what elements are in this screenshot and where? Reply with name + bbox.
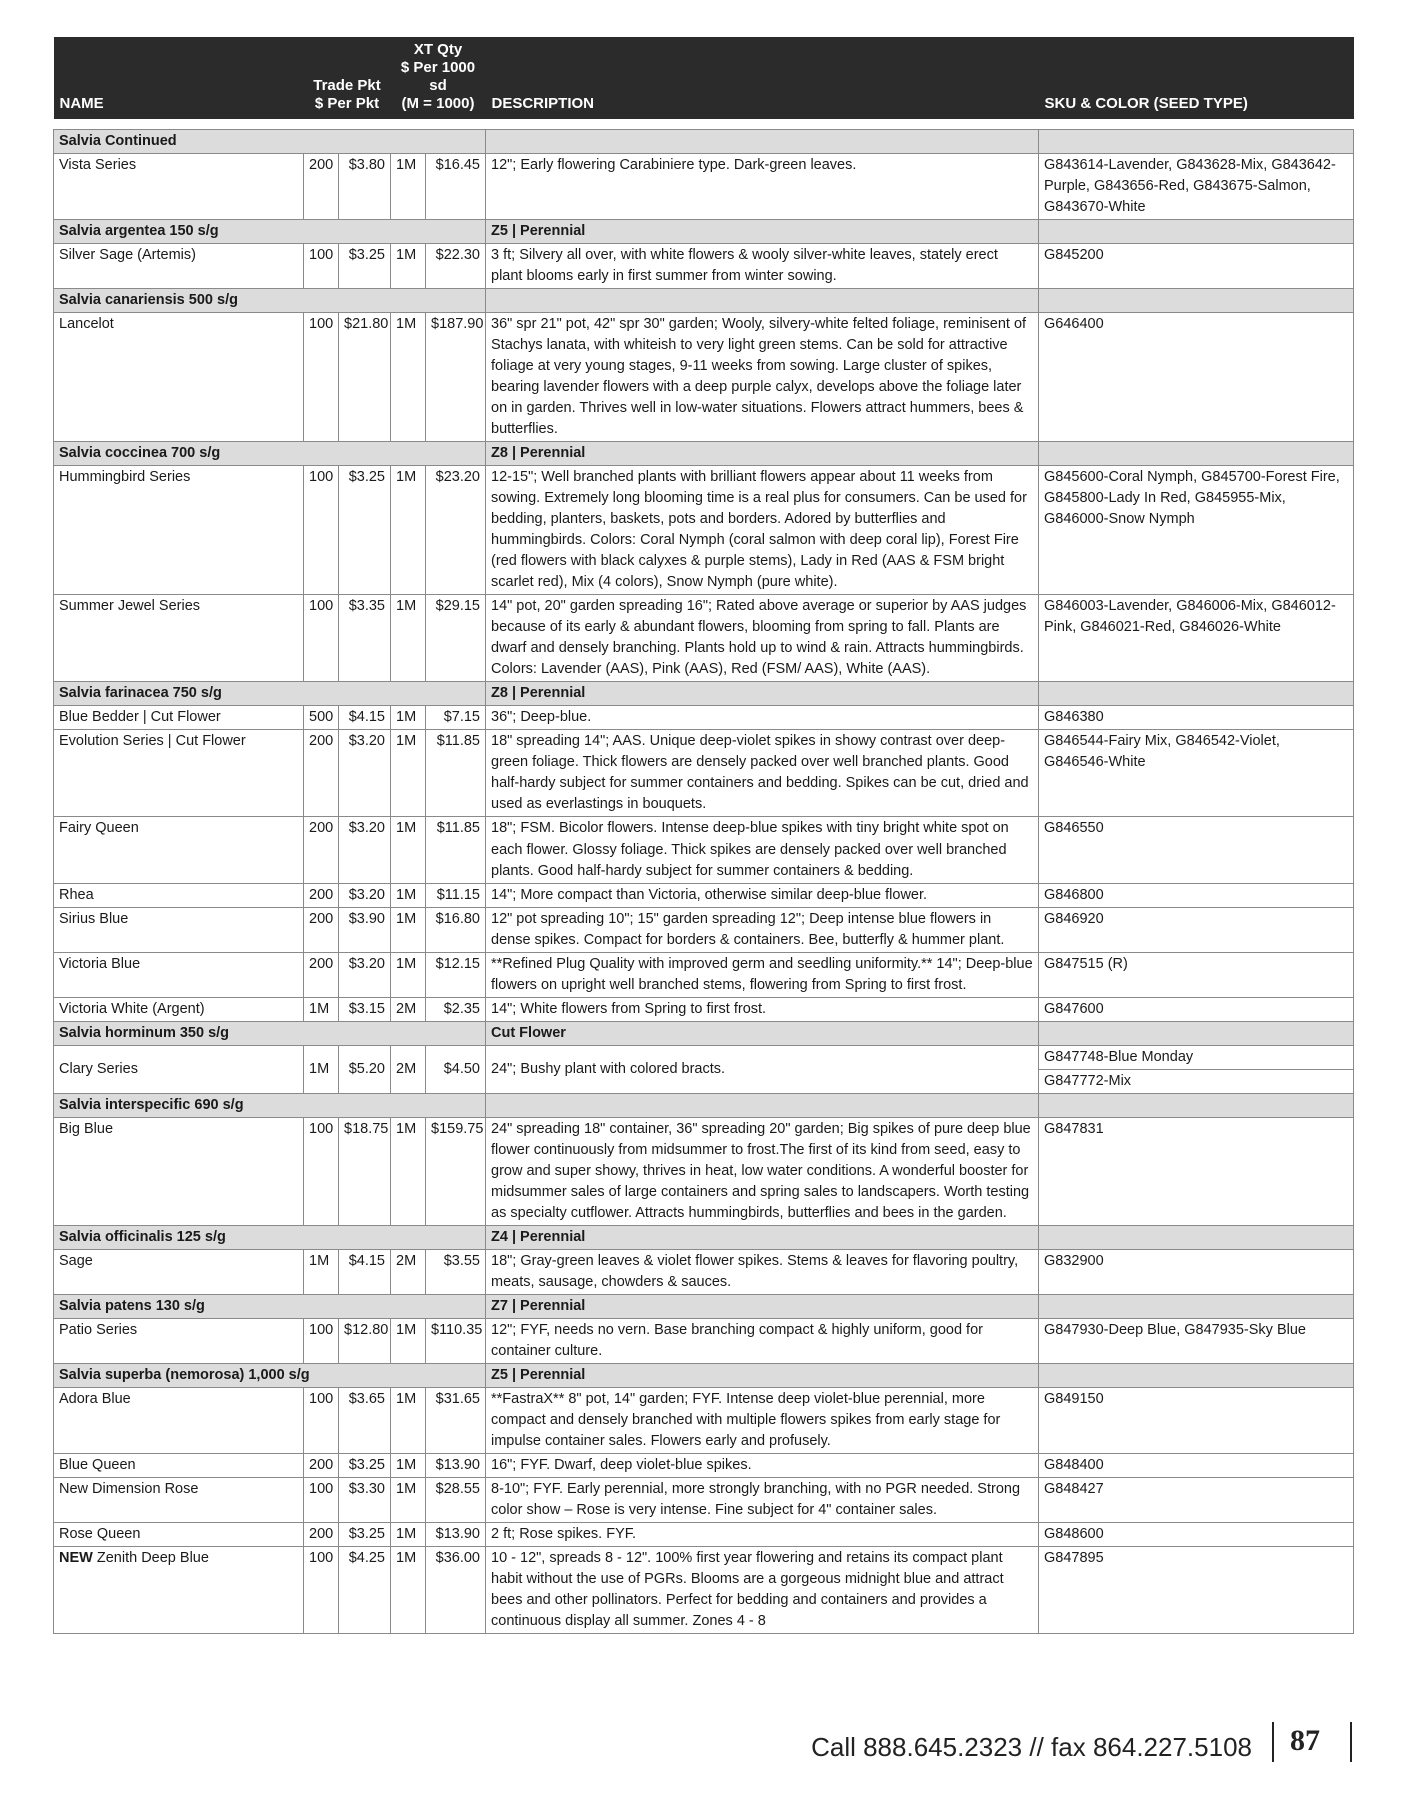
variety-name: [54, 817, 304, 883]
trade-pkt-price: $21.80: [339, 313, 391, 442]
variety-row: [54, 1045, 1354, 1069]
trade-pkt-qty: 200: [304, 1522, 339, 1546]
trade-pkt-qty: 200: [304, 730, 339, 817]
contact-info: Call 888.645.2323 // fax 864.227.5108: [811, 1732, 1252, 1762]
variety-description: 3 ft; Silvery all over, with white flowers & wooly silver-white leaves, stately erect plant blooms early in first summer from winter sowing.: [486, 244, 1039, 289]
species-zone: [486, 1093, 1039, 1117]
variety-name: [54, 1453, 304, 1477]
species-zone: Z8 | Perennial: [486, 682, 1039, 706]
trade-pkt-price: $12.80: [339, 1318, 391, 1363]
species-group-row: [54, 1021, 1354, 1045]
variety-name-text: Zenith Deep Blue: [96, 1549, 209, 1566]
xt-price: $3.55: [426, 1249, 486, 1294]
variety-row: [54, 1387, 1354, 1453]
xt-qty: 1M: [391, 952, 426, 997]
xt-price: $16.80: [426, 907, 486, 952]
trade-pkt-qty: 200: [304, 952, 339, 997]
page-number: 87: [1290, 1724, 1320, 1757]
species-zone: [486, 289, 1039, 313]
xt-price: $23.20: [426, 466, 486, 595]
variety-name: [54, 907, 304, 952]
variety-name-text: Blue Queen: [59, 1456, 136, 1473]
sku-color: G846003-Lavender, G846006-Mix, G846012-Pink, G846021-Red, G846026-White: [1039, 595, 1354, 682]
variety-description: 12" pot spreading 10"; 15" garden spreading 12"; Deep intense blue flowers in dense spikes. Compact for borders & containers. Bee, butterfly & hummer plant.: [486, 907, 1039, 952]
xt-price: $11.15: [426, 883, 486, 907]
trade-pkt-qty: 1M: [304, 997, 339, 1021]
species-sku-blank: [1039, 1363, 1354, 1387]
col-header-sku: SKU & COLOR (SEED TYPE): [1039, 37, 1354, 119]
xt-price: $11.85: [426, 817, 486, 883]
variety-row: [54, 1522, 1354, 1546]
variety-name-text: Hummingbird Series: [59, 469, 191, 486]
table-body: [54, 130, 1354, 1634]
header-row: [54, 37, 1354, 119]
species-group-row: [54, 1294, 1354, 1318]
variety-name-text: Summer Jewel Series: [59, 598, 201, 615]
xt-price: $28.55: [426, 1477, 486, 1522]
xt-qty: 1M: [391, 313, 426, 442]
species-zone: [486, 130, 1039, 154]
sku-color: G845200: [1039, 244, 1354, 289]
trade-pkt-price: $3.25: [339, 244, 391, 289]
variety-description: 14"; White flowers from Spring to first frost.: [486, 997, 1039, 1021]
trade-pkt-qty: 200: [304, 883, 339, 907]
variety-name-text: Adora Blue: [59, 1390, 131, 1407]
species-sku-blank: [1039, 289, 1354, 313]
variety-name: [54, 1477, 304, 1522]
species-group-row: [54, 1093, 1354, 1117]
xt-price: $11.85: [426, 730, 486, 817]
xt-qty: 1M: [391, 244, 426, 289]
trade-pkt-price: $5.20: [339, 1045, 391, 1093]
trade-pkt-qty: 500: [304, 706, 339, 730]
sku-color: G847831: [1039, 1117, 1354, 1225]
species-group-row: [54, 220, 1354, 244]
sku-color: G846544-Fairy Mix, G846542-Violet, G846546-White: [1039, 730, 1354, 817]
variety-name: [54, 1249, 304, 1294]
variety-name: [54, 997, 304, 1021]
variety-name: [54, 706, 304, 730]
variety-row: [54, 1117, 1354, 1225]
species-name: Salvia officinalis 125 s/g: [54, 1225, 486, 1249]
trade-pkt-qty: 200: [304, 817, 339, 883]
species-sku-blank: [1039, 442, 1354, 466]
header-spacer: [54, 119, 1354, 130]
species-name: Salvia argentea 150 s/g: [54, 220, 486, 244]
variety-name: [54, 313, 304, 442]
sku-color: G846920: [1039, 907, 1354, 952]
xt-qty: 1M: [391, 730, 426, 817]
variety-description: 18"; FSM. Bicolor flowers. Intense deep-blue spikes with tiny bright white spot on each flower. Glossy foliage. Thick spikes are densely packed over well branched plants. Good half-hardy subject for summer containers & bedding.: [486, 817, 1039, 883]
new-badge: NEW: [59, 1549, 93, 1566]
trade-pkt-qty: 100: [304, 313, 339, 442]
xt-qty: 1M: [391, 595, 426, 682]
variety-name: [54, 1318, 304, 1363]
trade-pkt-price: $3.20: [339, 883, 391, 907]
species-sku-blank: [1039, 1021, 1354, 1045]
variety-row: [54, 244, 1354, 289]
sku-color: G846380: [1039, 706, 1354, 730]
xt-price: $22.30: [426, 244, 486, 289]
footer-divider-right: [1350, 1722, 1352, 1762]
trade-pkt-price: $3.90: [339, 907, 391, 952]
variety-row: [54, 1453, 1354, 1477]
sku-color: G848427: [1039, 1477, 1354, 1522]
xt-price: $4.50: [426, 1045, 486, 1093]
variety-description: 10 - 12", spreads 8 - 12". 100% first year flowering and retains its compact plant habit without the use of PGRs. Blooms are a gorgeous midnight blue and attract bees and other pollinators. Perfect for bedding and containers and provides a continuous display all summer. Zones 4 - 8: [486, 1546, 1039, 1633]
variety-name: [54, 883, 304, 907]
variety-name-text: Sirius Blue: [59, 910, 129, 927]
xt-price: $16.45: [426, 154, 486, 220]
trade-pkt-price: $3.30: [339, 1477, 391, 1522]
variety-name-text: Sage: [59, 1252, 93, 1269]
variety-description: 18" spreading 14"; AAS. Unique deep-violet spikes in showy contrast over deep-green foliage. Thick flowers are densely packed over well branched plants. Good half-hardy subject for summer containers and bedding. Spikes can be cut, dried and used as everlastings in bouquets.: [486, 730, 1039, 817]
col-header-xt-qty: XT Qty $ Per 1000 sd (M = 1000): [391, 37, 486, 119]
variety-description: 2 ft; Rose spikes. FYF.: [486, 1522, 1039, 1546]
variety-row: [54, 952, 1354, 997]
xt-price: $110.35: [426, 1318, 486, 1363]
variety-row: [54, 817, 1354, 883]
xt-qty: 1M: [391, 883, 426, 907]
sku-color: G832900: [1039, 1249, 1354, 1294]
trade-pkt-price: $3.25: [339, 1453, 391, 1477]
trade-pkt-qty: 100: [304, 1318, 339, 1363]
species-sku-blank: [1039, 1225, 1354, 1249]
species-name: Salvia farinacea 750 s/g: [54, 682, 486, 706]
species-zone: Z8 | Perennial: [486, 442, 1039, 466]
variety-name-text: Lancelot: [59, 316, 114, 333]
trade-pkt-price: $4.15: [339, 706, 391, 730]
variety-name-text: Rose Queen: [59, 1525, 141, 1542]
sku-color: G846550: [1039, 817, 1354, 883]
species-name: Salvia interspecific 690 s/g: [54, 1093, 486, 1117]
species-zone: Z5 | Perennial: [486, 220, 1039, 244]
variety-name-text: Victoria Blue: [59, 955, 141, 972]
trade-pkt-price: $18.75: [339, 1117, 391, 1225]
trade-pkt-qty: 200: [304, 1453, 339, 1477]
species-sku-blank: [1039, 682, 1354, 706]
xt-qty: 1M: [391, 1453, 426, 1477]
variety-name-text: Big Blue: [59, 1120, 114, 1137]
variety-description: 12"; Early flowering Carabiniere type. Dark-green leaves.: [486, 154, 1039, 220]
sku-color: G849150: [1039, 1387, 1354, 1453]
variety-name: [54, 595, 304, 682]
trade-pkt-qty: 1M: [304, 1249, 339, 1294]
variety-name-text: Silver Sage (Artemis): [59, 247, 196, 264]
xt-qty: 1M: [391, 1546, 426, 1633]
variety-row: [54, 883, 1354, 907]
xt-qty: 1M: [391, 1522, 426, 1546]
variety-description: 8-10"; FYF. Early perennial, more strongly branching, with no PGR needed. Strong color show – Rose is very intense. Fine subject for 4" container sales.: [486, 1477, 1039, 1522]
trade-pkt-price: $3.15: [339, 997, 391, 1021]
trade-pkt-price: $3.80: [339, 154, 391, 220]
trade-pkt-qty: 200: [304, 154, 339, 220]
col-header-name: NAME: [54, 37, 304, 119]
variety-name-text: Evolution Series | Cut Flower: [59, 733, 246, 750]
xt-qty: 1M: [391, 817, 426, 883]
sku-color: G847600: [1039, 997, 1354, 1021]
sku-color: G847748-Blue Monday: [1039, 1045, 1354, 1069]
species-group-row: [54, 682, 1354, 706]
xt-qty: 1M: [391, 1318, 426, 1363]
trade-pkt-qty: 100: [304, 1477, 339, 1522]
species-name: Salvia Continued: [54, 130, 486, 154]
variety-row: [54, 997, 1354, 1021]
xt-qty: 1M: [391, 1117, 426, 1225]
variety-row: [54, 154, 1354, 220]
variety-name: [54, 1546, 304, 1633]
sku-color: G646400: [1039, 313, 1354, 442]
variety-name-text: Vista Series: [59, 157, 137, 174]
species-group-row: [54, 1225, 1354, 1249]
species-name: Salvia canariensis 500 s/g: [54, 289, 486, 313]
variety-name: [54, 1522, 304, 1546]
trade-pkt-price: $3.25: [339, 466, 391, 595]
sku-color: G847930-Deep Blue, G847935-Sky Blue: [1039, 1318, 1354, 1363]
species-zone: Cut Flower: [486, 1021, 1039, 1045]
trade-pkt-price: $4.25: [339, 1546, 391, 1633]
catalog-sheet: [53, 37, 1353, 1634]
species-name: Salvia superba (nemorosa) 1,000 s/g: [54, 1363, 486, 1387]
price-table: [53, 37, 1354, 1634]
xt-price: $187.90: [426, 313, 486, 442]
species-sku-blank: [1039, 220, 1354, 244]
xt-qty: 2M: [391, 1045, 426, 1093]
trade-pkt-qty: 100: [304, 1117, 339, 1225]
variety-name-text: Rhea: [59, 886, 94, 903]
sku-color: G847772-Mix: [1039, 1069, 1354, 1093]
species-group-row: [54, 442, 1354, 466]
species-zone: Z4 | Perennial: [486, 1225, 1039, 1249]
variety-description: 14"; More compact than Victoria, otherwise similar deep-blue flower.: [486, 883, 1039, 907]
xt-price: $12.15: [426, 952, 486, 997]
xt-qty: 1M: [391, 907, 426, 952]
trade-pkt-price: $3.65: [339, 1387, 391, 1453]
variety-description: 18"; Gray-green leaves & violet flower spikes. Stems & leaves for flavoring poultry, meats, sausage, chowders & sauces.: [486, 1249, 1039, 1294]
xt-price: $13.90: [426, 1522, 486, 1546]
species-sku-blank: [1039, 1093, 1354, 1117]
xt-price: $159.75: [426, 1117, 486, 1225]
species-sku-blank: [1039, 130, 1354, 154]
xt-qty: 1M: [391, 1387, 426, 1453]
xt-price: $31.65: [426, 1387, 486, 1453]
trade-pkt-price: $3.20: [339, 952, 391, 997]
sku-color: G847895: [1039, 1546, 1354, 1633]
xt-qty: 1M: [391, 706, 426, 730]
variety-name: [54, 952, 304, 997]
variety-row: [54, 1546, 1354, 1633]
page-footer: [0, 1720, 1360, 1770]
variety-row: [54, 730, 1354, 817]
trade-pkt-price: $4.15: [339, 1249, 391, 1294]
xt-price: $2.35: [426, 997, 486, 1021]
xt-qty: 1M: [391, 154, 426, 220]
variety-name-text: Fairy Queen: [59, 820, 139, 837]
sku-color: G848400: [1039, 1453, 1354, 1477]
variety-row: [54, 313, 1354, 442]
variety-description: **Refined Plug Quality with improved germ and seedling uniformity.** 14"; Deep-blue flowers on upright well branched stems, flowering from Spring to first frost.: [486, 952, 1039, 997]
sku-color: G847515 (R): [1039, 952, 1354, 997]
variety-row: [54, 1477, 1354, 1522]
trade-pkt-price: $3.20: [339, 817, 391, 883]
xt-qty: 2M: [391, 1249, 426, 1294]
col-header-description: DESCRIPTION: [486, 37, 1039, 119]
variety-name-text: Clary Series: [59, 1060, 138, 1077]
variety-description: 24" spreading 18" container, 36" spreading 20" garden; Big spikes of pure deep blue flower continuously from midsummer to frost.The first of its kind from seed, easy to grow and super showy, thrives in heat, low water conditions. A wonderful booster for midsummer sales of large containers and spring sales to landscapers. Worth testing as specialty cutflower. Attracts hummingbirds, butterflies and bees in the garden.: [486, 1117, 1039, 1225]
species-sku-blank: [1039, 1294, 1354, 1318]
variety-name: [54, 1045, 304, 1093]
sku-color: G846800: [1039, 883, 1354, 907]
xt-qty: 1M: [391, 1477, 426, 1522]
trade-pkt-price: $3.20: [339, 730, 391, 817]
species-name: Salvia patens 130 s/g: [54, 1294, 486, 1318]
species-group-row: [54, 130, 1354, 154]
trade-pkt-qty: 100: [304, 244, 339, 289]
variety-description: 12"; FYF, needs no vern. Base branching compact & highly uniform, good for container culture.: [486, 1318, 1039, 1363]
variety-name-text: Victoria White (Argent): [59, 1000, 205, 1017]
variety-name-text: Blue Bedder | Cut Flower: [59, 709, 221, 726]
variety-row: [54, 706, 1354, 730]
species-name: Salvia coccinea 700 s/g: [54, 442, 486, 466]
variety-name-text: Patio Series: [59, 1321, 138, 1338]
trade-pkt-price: $3.35: [339, 595, 391, 682]
variety-name: [54, 154, 304, 220]
variety-description: **FastraX** 8" pot, 14" garden; FYF. Intense deep violet-blue perennial, more compact and densely branched with multiple flowers spikes from early stage for impulse container sales. Flowers early and profusely.: [486, 1387, 1039, 1453]
variety-description: 36"; Deep-blue.: [486, 706, 1039, 730]
xt-price: $29.15: [426, 595, 486, 682]
variety-row: [54, 466, 1354, 595]
col-header-trade-pkt: Trade Pkt $ Per Pkt: [304, 37, 391, 119]
variety-name: [54, 244, 304, 289]
variety-row: [54, 907, 1354, 952]
species-group-row: [54, 289, 1354, 313]
trade-pkt-qty: 100: [304, 595, 339, 682]
trade-pkt-qty: 100: [304, 1546, 339, 1633]
variety-name: [54, 466, 304, 595]
variety-description: 16"; FYF. Dwarf, deep violet-blue spikes.: [486, 1453, 1039, 1477]
footer-divider: [1272, 1722, 1274, 1762]
trade-pkt-qty: 100: [304, 466, 339, 595]
variety-name: [54, 1387, 304, 1453]
variety-description: 24"; Bushy plant with colored bracts.: [486, 1045, 1039, 1093]
variety-description: 14" pot, 20" garden spreading 16"; Rated above average or superior by AAS judges because of its early & abundant flowers, blooming from spring to fall. Plants are dwarf and densely branching. Plants hold up to wind & rain. Attracts hummingbirds. Colors: Lavender (AAS), Pink (AAS), Red (FSM/ AAS), White (AAS).: [486, 595, 1039, 682]
sku-color: G843614-Lavender, G843628-Mix, G843642-Purple, G843656-Red, G843675-Salmon, G843670-White: [1039, 154, 1354, 220]
species-zone: Z7 | Perennial: [486, 1294, 1039, 1318]
trade-pkt-qty: 1M: [304, 1045, 339, 1093]
variety-name: [54, 1117, 304, 1225]
xt-price: $13.90: [426, 1453, 486, 1477]
variety-row: [54, 1249, 1354, 1294]
sku-color: G848600: [1039, 1522, 1354, 1546]
variety-description: 36" spr 21" pot, 42" spr 30" garden; Wooly, silvery-white felted foliage, reminisent of Stachys lanata, with whiteish to very light green stems. Can be sold for attractive foliage at very young stages, 9-11 weeks from sowing. Large cluster of spikes, bearing lavender flowers with a deep purple calyx, develops above the foliage later on in garden. Thrives well in low-water situations. Flowers attract hummers, bees & butterflies.: [486, 313, 1039, 442]
trade-pkt-qty: 100: [304, 1387, 339, 1453]
variety-name: [54, 730, 304, 817]
variety-description: 12-15"; Well branched plants with brilliant flowers appear about 11 weeks from sowing. Extremely long blooming time is a real plus for consumers. Can be used for bedding, planters, baskets, pots and borders. Adored by butterflies and hummingbirds. Colors: Coral Nymph (coral salmon with deep coral lip), Forest Fire (red flowers with black calyxes & purple stems), Lady in Red (AAS & FSM bright scarlet red), Mix (4 colors), Snow Nymph (pure white).: [486, 466, 1039, 595]
sku-color: G845600-Coral Nymph, G845700-Forest Fire, G845800-Lady In Red, G845955-Mix, G846000-Snow Nymph: [1039, 466, 1354, 595]
variety-row: [54, 1318, 1354, 1363]
variety-row: [54, 595, 1354, 682]
xt-price: $36.00: [426, 1546, 486, 1633]
species-zone: Z5 | Perennial: [486, 1363, 1039, 1387]
species-group-row: [54, 1363, 1354, 1387]
trade-pkt-qty: 200: [304, 907, 339, 952]
variety-name-text: New Dimension Rose: [59, 1480, 199, 1497]
xt-qty: 1M: [391, 466, 426, 595]
xt-price: $7.15: [426, 706, 486, 730]
species-name: Salvia horminum 350 s/g: [54, 1021, 486, 1045]
xt-qty: 2M: [391, 997, 426, 1021]
trade-pkt-price: $3.25: [339, 1522, 391, 1546]
